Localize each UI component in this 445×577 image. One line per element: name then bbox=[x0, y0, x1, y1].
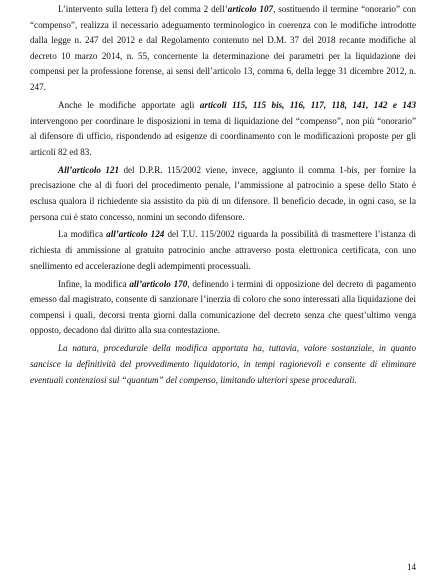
article-reference: articolo 107 bbox=[227, 4, 274, 14]
paragraph-articoli-115-143 bbox=[30, 98, 416, 160]
article-reference: all’articolo 124 bbox=[106, 229, 165, 240]
paragraph-text: La modifica bbox=[58, 229, 107, 240]
paragraph-text: del D.P.R. 115/2002 viene, invece, aggiunto il comma 1-bis, per fornire la precisazione che al di fuori del procedimento penale, l’ammissione al patrocinio a spese dello Stato è esclusa qualora il richiedente sia assistito da più di un difensore. Il beneficio decade, in ogni caso, se la persona cui è stato concesso, nomini un secondo difensore. bbox=[30, 164, 416, 222]
paragraph-articolo-124 bbox=[30, 227, 416, 274]
paragraph-text: del T.U. 115/2002 riguarda la possibilità di trasmettere l’istanza di richiesta di ammissione al gratuito patrocinio anche attraverso posta elettronica certificata, con uno snellimento ed accelerazione degli adempimenti processuali. bbox=[30, 229, 416, 271]
paragraph-articolo-107 bbox=[30, 2, 416, 96]
paragraph-articolo-170 bbox=[30, 277, 416, 339]
paragraph-text: La natura, procedurale della modifica apportata ha, tuttavia, valore sostanziale, in quanto sancisce la definitività del provvedimento liquidatorio, in tempi ragionevoli e consente di eliminare eventuali contenziosi sul “quantum” del compenso, limitando ulteriori spese procedurali. bbox=[30, 343, 416, 385]
paragraph-conclusion bbox=[30, 341, 416, 388]
paragraph-text: Infine, la modifica bbox=[58, 278, 130, 289]
paragraph-articolo-121 bbox=[30, 163, 416, 225]
article-reference: articoli 115, 115 bis, 116, 117, 118, 141, 142 e 143 bbox=[199, 99, 416, 110]
paragraph-text: , definendo i termini di opposizione del decreto di pagamento emesso dal magistrato, consente di sanzionare l’inerzia di coloro che sono interessati alla liquidazione dei compensi i quali, decorsi trenta giorni dalla comunicazione del decreto senza che quest’ultimo venga opposto, decadono dal diritto alla sua contestazione. bbox=[30, 278, 416, 336]
paragraph-text: Anche le modifiche apportate agli bbox=[58, 99, 200, 110]
page-number: 14 bbox=[407, 562, 416, 572]
article-reference: All’articolo 121 bbox=[58, 164, 120, 175]
document-body bbox=[30, 2, 416, 391]
paragraph-text: intervengono per coordinare le disposizioni in tema di liquidazione del “compenso”, non più “onorario” al difensore di ufficio, rispondendo ad esigenze di coordinamento con le modificazioni proposte per gli articoli 82 ed 83. bbox=[30, 115, 416, 157]
article-reference: all’articolo 170 bbox=[129, 278, 188, 289]
paragraph-text: , sostituendo il termine “onorario” con “compenso”, realizza il necessario adeguamento terminologico in coerenza con le modifiche introdotte dalla legge n. 247 del 2012 e dal Regolamento contenuto nel D.M. 37 del 2018 recante modifiche al decreto 10 marzo 2014, n. 55, concernente la determinazione dei parametri per la liquidazione dei compensi per la professione forense, ai sensi dell’articolo 13, comma 6, della legge 31 dicembre 2012, n. 247. bbox=[30, 4, 416, 92]
paragraph-text: L’intervento sulla lettera f) del comma 2 dell’ bbox=[58, 4, 228, 14]
